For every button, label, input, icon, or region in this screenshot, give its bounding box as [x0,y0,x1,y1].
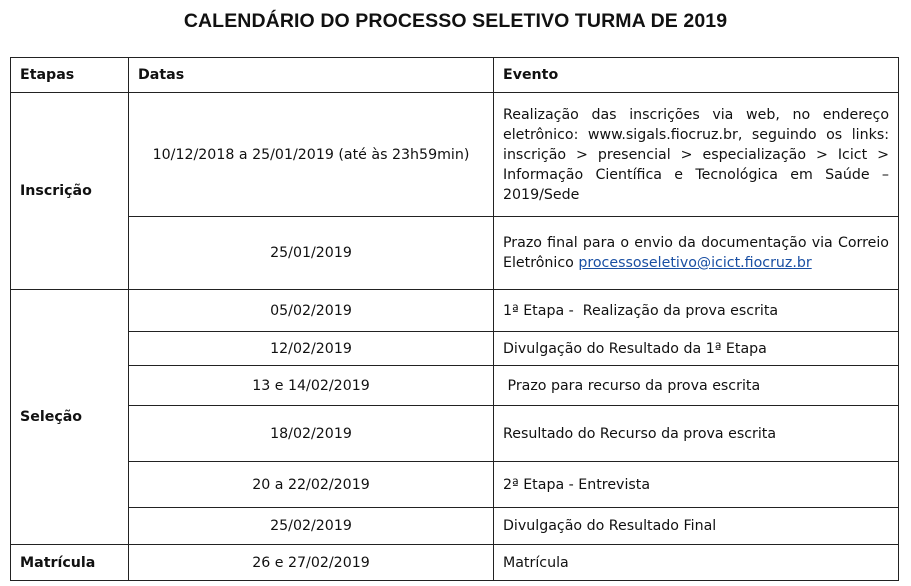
table-row [11,290,899,332]
row-event [494,217,899,290]
row-event: Resultado do Recurso da prova escrita [494,406,899,462]
row-date: 26 e 27/02/2019 [129,545,494,581]
row-date: 25/01/2019 [129,217,494,290]
row-date: 18/02/2019 [129,406,494,462]
table-row [11,462,899,508]
header-etapas: Etapas [11,58,129,93]
event-text: Prazo final para o envio da documentação via Correio Eletrônico [503,235,889,271]
row-event: 2ª Etapa - Entrevista [494,462,899,508]
table-row [11,93,899,217]
row-event: Prazo para recurso da prova escrita [494,366,899,406]
email-link[interactable]: processoseletivo@icict.fiocruz.br [578,255,812,271]
page-title: CALENDÁRIO DO PROCESSO SELETIVO TURMA DE 2019 [183,10,728,32]
table-header-row [11,58,899,93]
row-event: Matrícula [494,545,899,581]
stage-matricula: Matrícula [11,545,129,581]
row-date: 13 e 14/02/2019 [129,366,494,406]
header-datas: Datas [129,58,494,93]
table-row [11,332,899,366]
row-date: 12/02/2019 [129,332,494,366]
table-row [11,217,899,290]
stage-selecao: Seleção [11,290,129,545]
table-row [11,508,899,545]
table-row [11,366,899,406]
row-date: 10/12/2018 a 25/01/2019 (até às 23h59min) [129,93,494,217]
table-row [11,545,899,581]
calendar-table [10,57,899,581]
stage-inscricao: Inscrição [11,93,129,290]
row-event: Divulgação do Resultado Final [494,508,899,545]
row-date: 05/02/2019 [129,290,494,332]
row-event: Realização das inscrições via web, no endereço eletrônico: www.sigals.fiocruz.br, seguindo os links: inscrição > presencial > especialização > Icict > Informação Científica e Tecnológica em Saúde – 2019/Sede [494,93,899,217]
row-date: 25/02/2019 [129,508,494,545]
row-date: 20 a 22/02/2019 [129,462,494,508]
row-event: 1ª Etapa - Realização da prova escrita [494,290,899,332]
row-event: Divulgação do Resultado da 1ª Etapa [494,332,899,366]
header-evento: Evento [494,58,899,93]
table-row [11,406,899,462]
